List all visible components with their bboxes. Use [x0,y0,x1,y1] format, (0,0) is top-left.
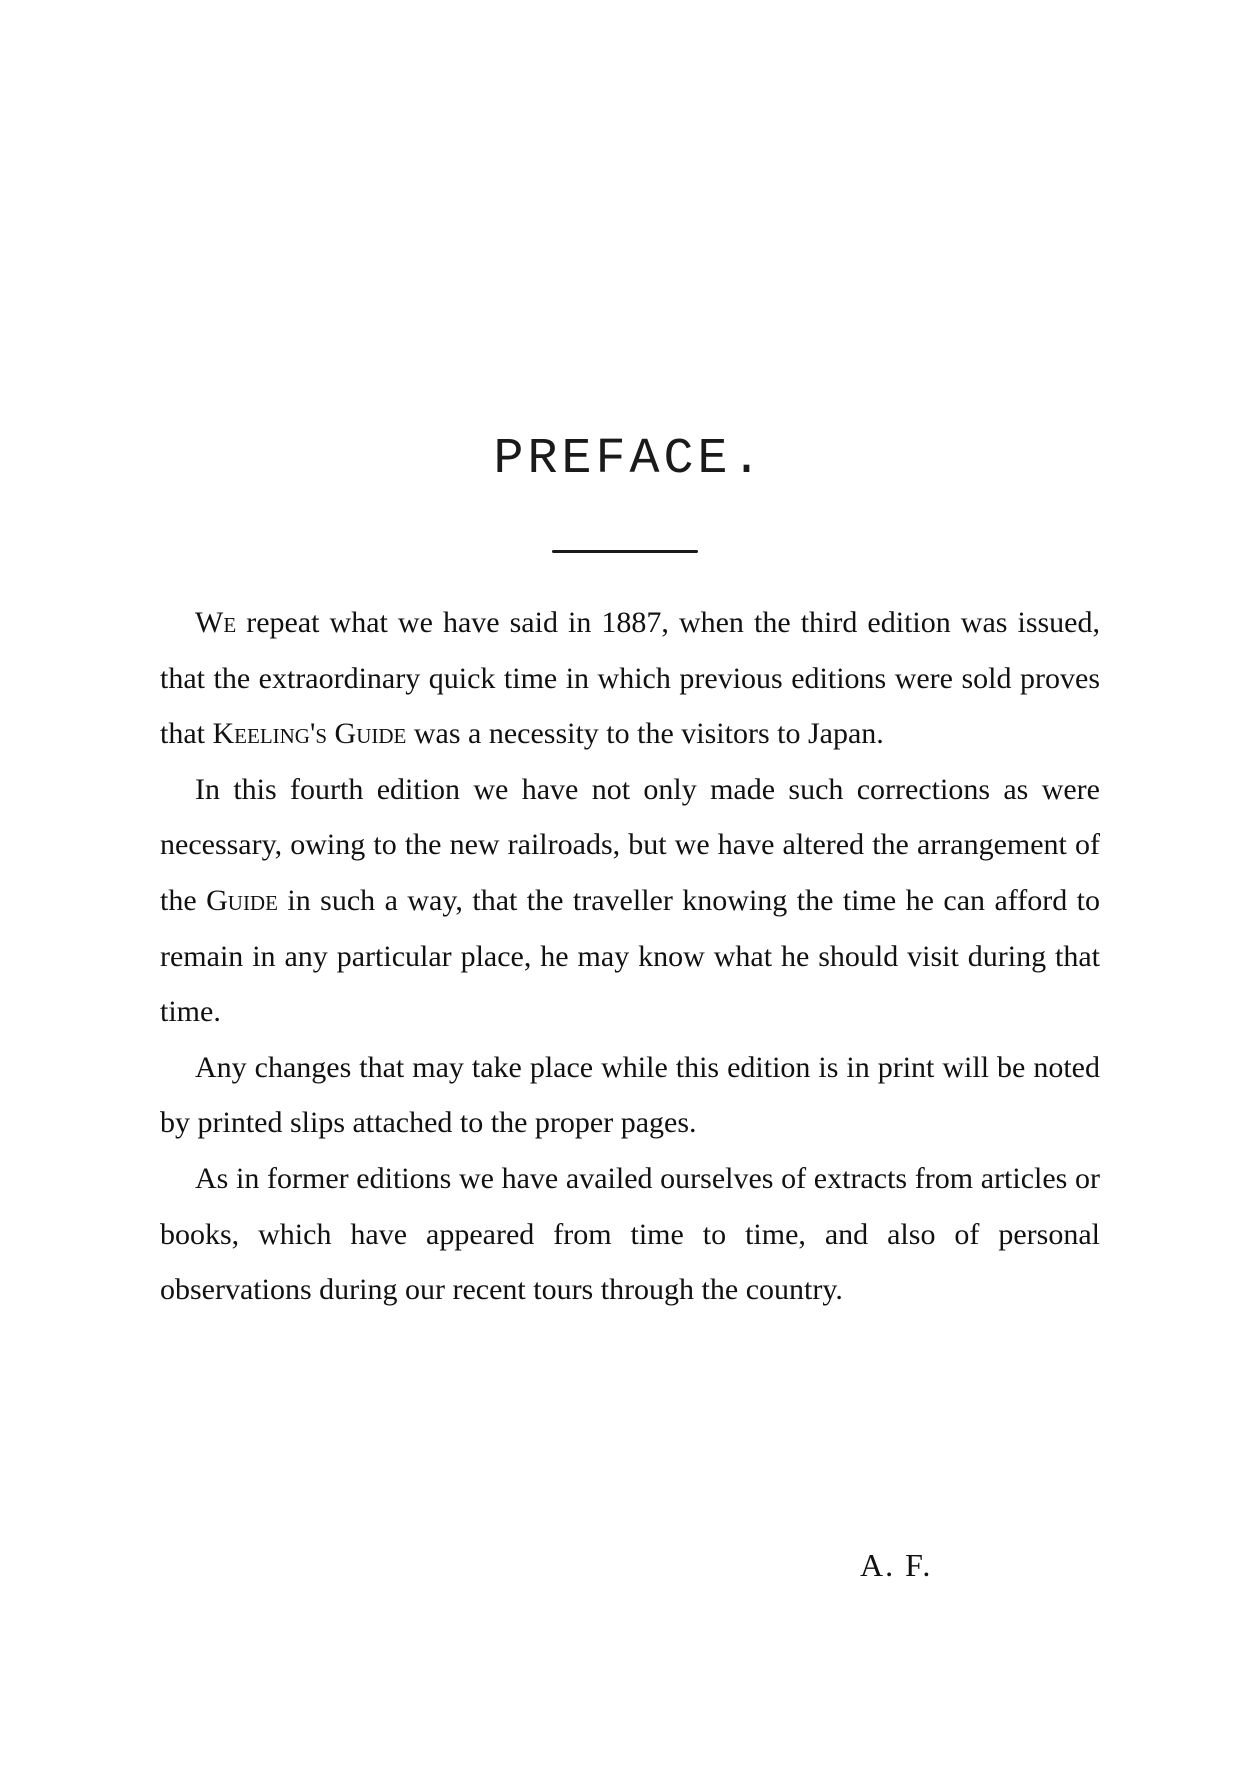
page-title: PREFACE. [493,431,766,488]
title-rule [552,550,698,553]
paragraph-4: As in former editions we have availed ourselves of extracts from articles or books, which have appeared from time to time, and also of personal observations during our recent tours through the country. [160,1161,1100,1307]
paragraph-1-lead: We [195,606,237,639]
paragraph-1 [160,595,1100,762]
paragraph-1-text-b: was a necessity to the visitors to Japan. [406,717,884,751]
paragraph-2-text-b: in such a way, that the traveller knowing the time he can afford to remain in any particular place, he may know what he should visit during that time. [160,883,1100,1029]
paragraph-1-text-a: repeat what we have said in 1887, when the third edition was issued, that the extraordinary quick time in which previous editions were sold proves that [160,606,1100,751]
paragraph-3: Any changes that may take place while this edition is in print will be noted by printed slips attached to the proper pages. [160,1050,1100,1140]
guide-ref: Guide [206,883,278,917]
signature: A. F. [860,1547,933,1583]
paragraph-2 [160,762,1100,1040]
guide-title-ref: Keeling's Guide [212,717,407,751]
preface-body [160,595,1100,1318]
paragraph-2-text-a: In this fourth edition we have not only made such corrections as were necessary, owing to the new railroads, but we have altered the arrangement of the [160,772,1100,917]
